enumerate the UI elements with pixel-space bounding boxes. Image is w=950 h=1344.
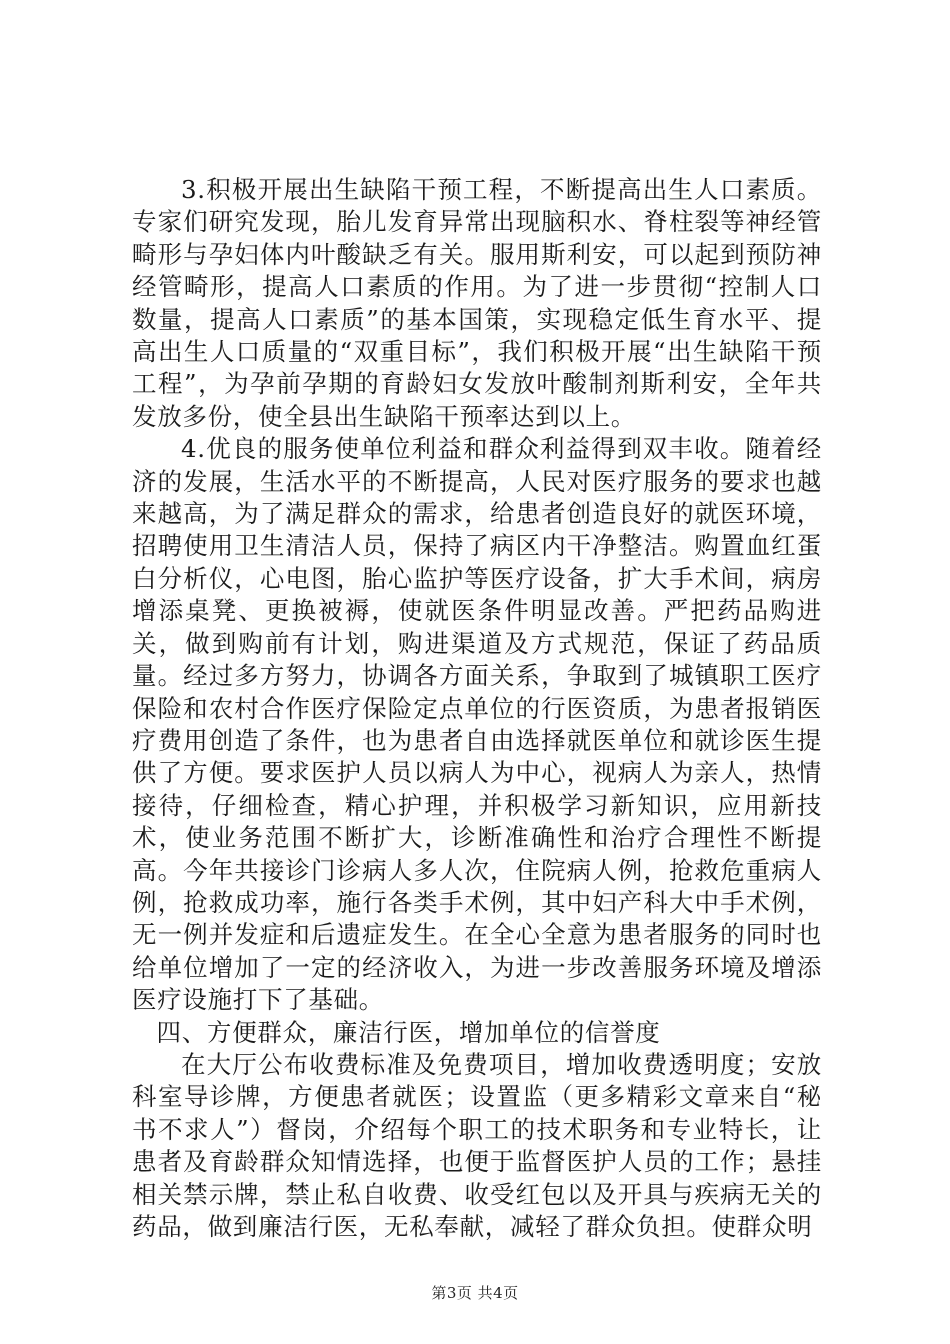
document-body bbox=[132, 174, 822, 1243]
section-heading-four: 四、方便群众，廉洁行医，增加单位的信誉度 bbox=[156, 1017, 661, 1047]
paragraph-birth-defect-intervention: 3.积极开展出生缺陷干预工程，不断提高出生人口素质。专家们研究发现，胎儿发育异常出现脑积水、脊柱裂等神经管畸形与孕妇体内叶酸缺乏有关。服用斯利安，可以起到预防神经管畸形，提高人口素质的作用。为了进一步贯彻“控制人口数量，提高人口素质”的基本国策，实现稳定低生育水平、提高出生人口质量的“双重目标”，我们积极开展“出生缺陷干预工程”，为孕前孕期的育龄妇女发放叶酸制剂斯利安，全年共发放多份，使全县出生缺陷干预率达到以上。 bbox=[132, 175, 822, 431]
paragraph-service-quality: 4.优良的服务使单位利益和群众利益得到双丰收。随着经济的发展，生活水平的不断提高，人民对医疗服务的要求也越来越高，为了满足群众的需求，给患者创造良好的就医环境，招聘使用卫生清洁人员，保持了病区内干净整洁。购置血红蛋白分析仪，心电图，胎心监护等医疗设备，扩大手术间，病房增添桌凳、更换被褥，使就医条件明显改善。严把药品购进关，做到购前有计划，购进渠道及方式规范，保证了药品质量。经过多方努力，协调各方面关系，争取到了城镇职工医疗保险和农村合作医疗保险定点单位的行医资质，为患者报销医疗费用创造了条件，也为患者自由选择就医单位和就诊医生提供了方便。要求医护人员以病人为中心，视病人为亲人，热情接待，仔细检查，精心护理，并积极学习新知识，应用新技术，使业务范围不断扩大，诊断准确性和治疗合理性不断提高。今年共接诊门诊病人多人次，住院病人例，抢救危重病人例，抢救成功率，施行各类手术例，其中妇产科大中手术例，无一例并发症和后遗症发生。在全心全意为患者服务的同时也给单位增加了一定的经济收入，为进一步改善服务环境及增添医疗设施打下了基础。 bbox=[132, 434, 822, 1015]
paragraph-transparency: 在大厅公布收费标准及免费项目，增加收费透明度；安放科室导诊牌，方便患者就医；设置监（更多精彩文章来自“秘书不求人”）督岗，介绍每个职工的技术职务和专业特长，让患者及育龄群众知情选择，也便于监督医护人员的工作；悬挂相关禁示牌，禁止私自收费、收受红包以及开具与疾病无关的药品，做到廉洁行医，无私奉献，减轻了群众负担。使群众明 bbox=[132, 1049, 822, 1241]
page-number-footer: 第3页 共4页 bbox=[431, 1284, 519, 1302]
